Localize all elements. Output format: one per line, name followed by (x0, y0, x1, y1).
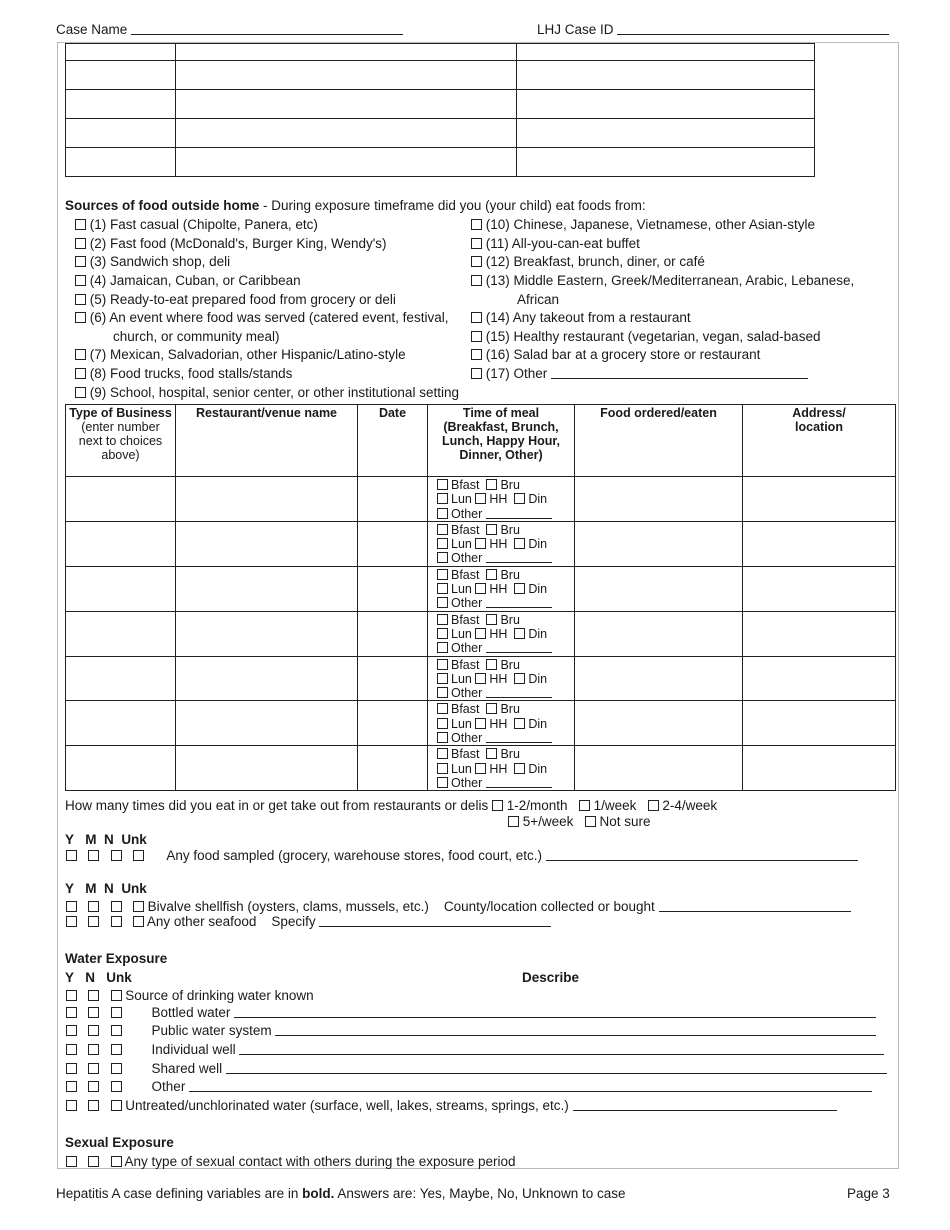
source-option-15: (15) Healthy restaurant (vegetarian, vegan, salad-based (471, 329, 820, 344)
checkbox[interactable] (111, 1063, 122, 1074)
table-cell[interactable] (575, 477, 743, 522)
checkbox[interactable] (437, 748, 448, 759)
table-cell[interactable] (176, 61, 517, 90)
checkbox[interactable] (111, 916, 122, 927)
table-cell[interactable] (517, 90, 815, 119)
source-option-1: (1) Fast casual (Chipolte, Panera, etc) (75, 217, 318, 232)
table-cell[interactable] (66, 701, 176, 746)
checkbox[interactable] (437, 628, 448, 639)
water-source-row: Bottled water (66, 1005, 876, 1020)
continuation-table (65, 43, 815, 177)
checkbox[interactable] (437, 524, 448, 535)
checkbox[interactable] (75, 238, 86, 249)
case-name-input[interactable] (131, 22, 403, 35)
table-cell[interactable] (358, 701, 428, 746)
table-cell[interactable] (176, 746, 358, 791)
table-cell[interactable] (517, 61, 815, 90)
checkbox[interactable] (437, 508, 448, 519)
checkbox[interactable] (471, 256, 482, 267)
header-date: Date (358, 405, 428, 477)
county-input[interactable] (659, 899, 851, 912)
checkbox[interactable] (514, 583, 525, 594)
sexual-contact-row: Any type of sexual contact with others during the exposure period (66, 1154, 516, 1169)
meal-time-cell[interactable]: Bfast Bru Lun HH Din Other (428, 701, 575, 746)
ymnu-header: Y M N Unk (65, 881, 147, 896)
checkbox[interactable] (475, 763, 486, 774)
table-cell[interactable] (743, 521, 896, 566)
table-cell[interactable] (743, 746, 896, 791)
table-cell[interactable] (575, 656, 743, 701)
meal-time-cell[interactable]: Bfast Bru Lun HH Din Other (428, 611, 575, 656)
checkbox[interactable] (471, 219, 482, 230)
checkbox[interactable] (514, 538, 525, 549)
checkbox[interactable] (88, 1063, 99, 1074)
table-cell[interactable] (358, 477, 428, 522)
checkbox[interactable] (471, 349, 482, 360)
table-cell[interactable] (575, 611, 743, 656)
checkbox[interactable] (437, 718, 448, 729)
checkbox[interactable] (111, 1100, 122, 1111)
table-cell[interactable] (176, 44, 517, 61)
other-meal-input[interactable] (486, 732, 552, 743)
checkbox[interactable] (111, 1007, 122, 1018)
ynu-header: Y N Unk (65, 970, 132, 985)
table-cell[interactable] (66, 119, 176, 148)
checkbox[interactable] (111, 1156, 122, 1167)
checkbox[interactable] (437, 493, 448, 504)
page-number: Page 3 (847, 1186, 890, 1201)
source-option-17: (17) Other (471, 366, 808, 381)
checkbox[interactable] (492, 800, 503, 811)
checkbox[interactable] (111, 901, 122, 912)
checkbox[interactable] (514, 673, 525, 684)
checkbox[interactable] (88, 990, 99, 1001)
checkbox[interactable] (88, 1100, 99, 1111)
meal-time-cell[interactable]: Bfast Bru Lun HH Din Other (428, 521, 575, 566)
case-name-field[interactable] (56, 22, 403, 37)
source-option-8: (8) Food trucks, food stalls/stands (75, 366, 292, 381)
table-cell[interactable] (743, 656, 896, 701)
checkbox[interactable] (75, 219, 86, 230)
checkbox[interactable] (66, 1100, 77, 1111)
water-source-row: Shared well (66, 1061, 887, 1076)
table-cell[interactable] (176, 566, 358, 611)
checkbox[interactable] (133, 850, 144, 861)
header-food: Food ordered/eaten (575, 405, 743, 477)
checkbox[interactable] (486, 524, 497, 535)
table-cell[interactable] (66, 746, 176, 791)
header-name: Restaurant/venue name (176, 405, 358, 477)
untreated-input[interactable] (573, 1098, 837, 1111)
table-row (66, 701, 896, 746)
checkbox[interactable] (437, 777, 448, 788)
checkbox[interactable] (66, 1081, 77, 1092)
checkbox[interactable] (88, 1007, 99, 1018)
table-cell[interactable] (176, 148, 517, 177)
table-cell[interactable] (66, 90, 176, 119)
water-describe-input[interactable] (239, 1042, 884, 1055)
checkbox[interactable] (486, 614, 497, 625)
checkbox[interactable] (437, 614, 448, 625)
checkbox[interactable] (475, 493, 486, 504)
food-sampled-input[interactable] (546, 848, 858, 861)
checkbox[interactable] (514, 628, 525, 639)
checkbox[interactable] (75, 256, 86, 267)
table-cell[interactable] (176, 119, 517, 148)
checkbox[interactable] (514, 493, 525, 504)
table-cell[interactable] (66, 611, 176, 656)
checkbox[interactable] (75, 294, 86, 305)
table-cell[interactable] (358, 746, 428, 791)
table-cell[interactable] (575, 566, 743, 611)
specify-input[interactable] (319, 914, 551, 927)
ymnu-header: Y M N Unk (65, 832, 147, 847)
other-meal-input[interactable] (486, 597, 552, 608)
checkbox[interactable] (471, 238, 482, 249)
case-name-label: Case Name (56, 22, 128, 37)
checkbox[interactable] (437, 538, 448, 549)
checkbox[interactable] (66, 916, 77, 927)
source-option-6: (6) An event where food was served (catered event, festival, (75, 310, 448, 325)
lhj-case-id-input[interactable] (617, 22, 889, 35)
table-row (66, 611, 896, 656)
water-describe-input[interactable] (275, 1023, 876, 1036)
checkbox[interactable] (111, 990, 122, 1001)
table-cell[interactable] (66, 566, 176, 611)
table-cell[interactable] (575, 521, 743, 566)
checkbox[interactable] (437, 642, 448, 653)
table-row (66, 746, 896, 791)
table-cell[interactable] (66, 61, 176, 90)
checkbox[interactable] (133, 916, 144, 927)
table-cell[interactable] (743, 477, 896, 522)
table-cell[interactable] (66, 521, 176, 566)
water-heading: Water Exposure (65, 951, 168, 966)
checkbox[interactable] (475, 718, 486, 729)
water-describe-input[interactable] (189, 1079, 872, 1092)
checkbox[interactable] (88, 916, 99, 927)
source-option-4: (4) Jamaican, Cuban, or Caribbean (75, 273, 301, 288)
meal-time-cell[interactable]: Bfast Bru Lun HH Din Other (428, 746, 575, 791)
checkbox[interactable] (88, 1081, 99, 1092)
checkbox[interactable] (486, 748, 497, 759)
source-option-11: (11) All-you-can-eat buffet (471, 236, 640, 251)
source-option-6-cont: church, or community meal) (113, 329, 280, 344)
checkbox[interactable] (75, 312, 86, 323)
checkbox[interactable] (514, 763, 525, 774)
other-meal-input[interactable] (486, 642, 552, 653)
source-option-10: (10) Chinese, Japanese, Vietnamese, other Asian-style (471, 217, 815, 232)
table-row (66, 566, 896, 611)
source-option-13: (13) Middle Eastern, Greek/Mediterranean, Arabic, Lebanese, (471, 273, 854, 288)
table-cell[interactable] (517, 44, 815, 61)
checkbox[interactable] (66, 990, 77, 1001)
table-cell[interactable] (66, 148, 176, 177)
header-type: Type of Business (enter number next to choices above) (66, 405, 176, 477)
table-cell[interactable] (358, 521, 428, 566)
checkbox[interactable] (471, 368, 482, 379)
table-cell[interactable] (358, 656, 428, 701)
checkbox[interactable] (514, 718, 525, 729)
water-known-row: Source of drinking water known (66, 988, 314, 1003)
sources-heading-line (65, 198, 646, 213)
other-source-input[interactable] (551, 366, 808, 379)
table-cell[interactable] (176, 656, 358, 701)
source-option-7: (7) Mexican, Salvadorian, other Hispanic/Latino-style (75, 347, 406, 362)
table-cell[interactable] (743, 701, 896, 746)
sources-intro: - During exposure timeframe did you (your child) eat foods from: (259, 198, 646, 213)
checkbox[interactable] (88, 1044, 99, 1055)
source-option-12: (12) Breakfast, brunch, diner, or café (471, 254, 705, 269)
venue-table (65, 404, 896, 791)
table-cell[interactable] (358, 566, 428, 611)
checkbox[interactable] (471, 312, 482, 323)
table-cell[interactable] (517, 119, 815, 148)
source-option-3: (3) Sandwich shop, deli (75, 254, 230, 269)
source-option-13-cont: African (517, 292, 560, 307)
checkbox[interactable] (437, 569, 448, 580)
source-option-16: (16) Salad bar at a grocery store or restaurant (471, 347, 760, 362)
source-option-5: (5) Ready-to-eat prepared food from grocery or deli (75, 292, 396, 307)
checkbox[interactable] (75, 275, 86, 286)
checkbox[interactable] (475, 628, 486, 639)
water-source-row: Other (66, 1079, 872, 1094)
checkbox[interactable] (437, 687, 448, 698)
checkbox[interactable] (437, 763, 448, 774)
describe-label: Describe (522, 970, 580, 985)
frequency-question-line: How many times did you eat in or get take out from restaurants or delis 1-2/month 1/week 2-4/week (65, 798, 718, 813)
checkbox[interactable] (437, 659, 448, 670)
water-describe-input[interactable] (234, 1005, 876, 1018)
checkbox[interactable] (75, 368, 86, 379)
checkbox[interactable] (475, 583, 486, 594)
other-seafood-row: Any other seafood Specify (66, 914, 551, 929)
table-cell[interactable] (176, 611, 358, 656)
meal-time-cell[interactable]: Bfast Bru Lun HH Din Other (428, 656, 575, 701)
checkbox[interactable] (471, 331, 482, 342)
checkbox[interactable] (66, 1063, 77, 1074)
checkbox[interactable] (437, 479, 448, 490)
meal-time-cell[interactable]: Bfast Bru Lun HH Din Other (428, 566, 575, 611)
checkbox[interactable] (111, 1025, 122, 1036)
source-option-9: (9) School, hospital, senior center, or other institutional setting (75, 385, 459, 400)
checkbox[interactable] (486, 703, 497, 714)
checkbox[interactable] (437, 703, 448, 714)
table-cell[interactable] (176, 521, 358, 566)
checkbox[interactable] (66, 850, 77, 861)
table-cell[interactable] (358, 611, 428, 656)
checkbox[interactable] (648, 800, 659, 811)
checkbox[interactable] (437, 597, 448, 608)
source-option-2: (2) Fast food (McDonald's, Burger King, Wendy's) (75, 236, 387, 251)
table-cell[interactable] (66, 477, 176, 522)
other-meal-input[interactable] (486, 777, 552, 788)
checkbox[interactable] (437, 583, 448, 594)
table-cell[interactable] (743, 566, 896, 611)
table-cell[interactable] (176, 701, 358, 746)
other-meal-input[interactable] (486, 552, 552, 563)
frequency-question: How many times did you eat in or get take out from restaurants or delis (65, 798, 489, 813)
water-describe-input[interactable] (226, 1061, 887, 1074)
header-address: Address/ location (743, 405, 896, 477)
untreated-water-row: Untreated/unchlorinated water (surface, well, lakes, streams, springs, etc.) (66, 1098, 837, 1113)
other-meal-input[interactable] (486, 687, 552, 698)
checkbox[interactable] (66, 1007, 77, 1018)
checkbox[interactable] (437, 552, 448, 563)
lhj-case-id-field[interactable] (537, 22, 889, 37)
checkbox[interactable] (75, 349, 86, 360)
water-source-row: Public water system (66, 1023, 876, 1038)
checkbox[interactable] (486, 479, 497, 490)
table-cell[interactable] (743, 611, 896, 656)
checkbox[interactable] (579, 800, 590, 811)
footer-note: Hepatitis A case defining variables are in bold. Answers are: Yes, Maybe, No, Unknown to case (56, 1186, 626, 1201)
table-cell[interactable] (66, 656, 176, 701)
table-cell[interactable] (66, 44, 176, 61)
table-cell[interactable] (176, 90, 517, 119)
checkbox[interactable] (66, 1025, 77, 1036)
table-cell[interactable] (575, 746, 743, 791)
source-option-14: (14) Any takeout from a restaurant (471, 310, 691, 325)
checkbox[interactable] (66, 1156, 77, 1167)
table-row (66, 521, 896, 566)
checkbox[interactable] (111, 1081, 122, 1092)
checkbox[interactable] (66, 901, 77, 912)
checkbox[interactable] (486, 659, 497, 670)
checkbox[interactable] (75, 387, 86, 398)
lhj-case-id-label: LHJ Case ID (537, 22, 614, 37)
table-row (66, 656, 896, 701)
checkbox[interactable] (66, 1044, 77, 1055)
frequency-options-line2: 5+/week Not sure (508, 814, 651, 829)
shellfish-row: Bivalve shellfish (oysters, clams, mussels, etc.) County/location collected or bought (66, 899, 851, 914)
table-cell[interactable] (517, 148, 815, 177)
meal-time-cell[interactable]: Bfast Bru Lun HH Din Other (428, 477, 575, 522)
checkbox[interactable] (88, 1156, 99, 1167)
checkbox[interactable] (475, 538, 486, 549)
checkbox[interactable] (437, 732, 448, 743)
checkbox[interactable] (133, 901, 144, 912)
checkbox[interactable] (111, 1044, 122, 1055)
checkbox[interactable] (475, 673, 486, 684)
checkbox[interactable] (471, 275, 482, 286)
checkbox[interactable] (486, 569, 497, 580)
table-cell[interactable] (575, 701, 743, 746)
table-row (66, 477, 896, 522)
table-cell[interactable] (176, 477, 358, 522)
sources-heading: Sources of food outside home (65, 198, 260, 213)
checkbox[interactable] (88, 850, 99, 861)
water-source-row: Individual well (66, 1042, 884, 1057)
checkbox[interactable] (88, 901, 99, 912)
sexual-heading: Sexual Exposure (65, 1135, 174, 1150)
checkbox[interactable] (88, 1025, 99, 1036)
checkbox[interactable] (508, 816, 519, 827)
food-sampled-row: Any food sampled (grocery, warehouse stores, food court, etc.) (66, 848, 858, 863)
checkbox[interactable] (111, 850, 122, 861)
header-time: Time of meal (Breakfast, Brunch, Lunch, Happy Hour, Dinner, Other) (428, 405, 575, 477)
other-meal-input[interactable] (486, 508, 552, 519)
checkbox[interactable] (585, 816, 596, 827)
checkbox[interactable] (437, 673, 448, 684)
